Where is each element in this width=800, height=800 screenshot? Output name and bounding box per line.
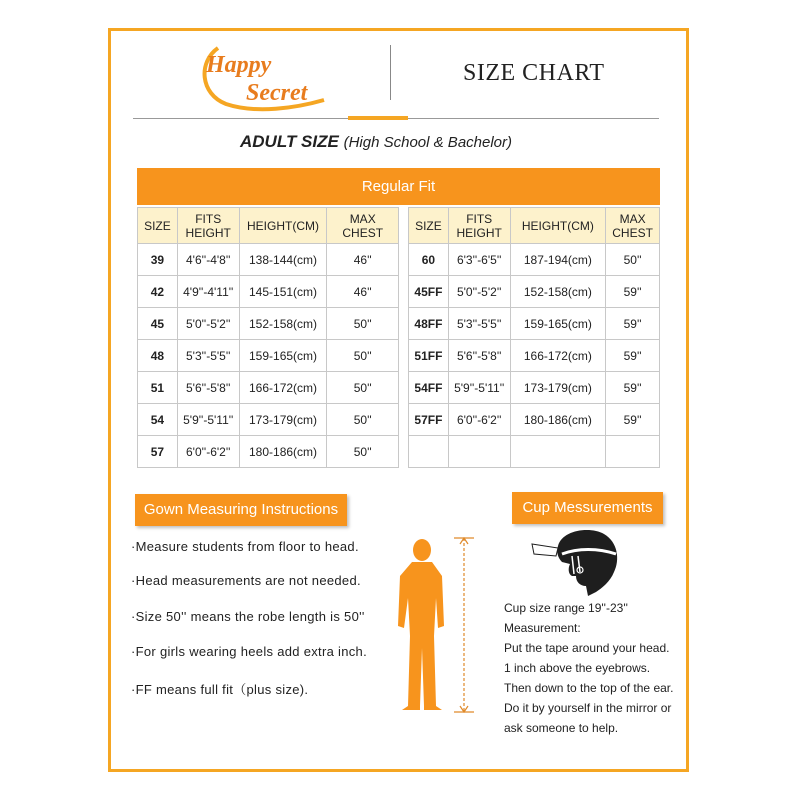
table-cell: 180-186(cm)	[510, 404, 606, 436]
person-silhouette-icon	[392, 536, 482, 716]
regular-fit-banner: Regular Fit	[137, 168, 660, 205]
size-cell: 51	[138, 372, 178, 404]
table-cell	[510, 436, 606, 468]
cup-line: Then down to the top of the ear.	[504, 681, 674, 695]
table-cell	[448, 436, 510, 468]
table-body	[409, 244, 660, 468]
table-cell: 5'9''-5'11''	[448, 372, 510, 404]
table-cell: 5'3''-5'5''	[448, 308, 510, 340]
table-row	[138, 436, 399, 468]
size-cell: 54FF	[409, 372, 449, 404]
table-cell: 6'0''-6'2''	[177, 436, 239, 468]
column-header: MAX CHEST	[606, 208, 660, 244]
table-cell: 50''	[327, 372, 399, 404]
table-cell: 6'3''-6'5''	[448, 244, 510, 276]
table-cell: 50''	[327, 308, 399, 340]
size-cell: 54	[138, 404, 178, 436]
size-cell: 45	[138, 308, 178, 340]
table-cell: 59''	[606, 308, 660, 340]
table-cell: 5'6''-5'8''	[177, 372, 239, 404]
brand-logo	[196, 42, 336, 112]
gown-instruction-item: ·For girls wearing heels add extra inch.	[131, 644, 367, 659]
table-row	[138, 340, 399, 372]
adult-subtitle: (High School & Bachelor)	[343, 134, 513, 151]
size-table-left	[137, 207, 399, 468]
table-cell: 50''	[327, 340, 399, 372]
brand-line1: Happy	[206, 52, 272, 78]
adult-size-heading	[240, 132, 512, 152]
size-cell	[409, 436, 449, 468]
table-cell: 59''	[606, 276, 660, 308]
table-cell: 5'3''-5'5''	[177, 340, 239, 372]
table-cell: 59''	[606, 372, 660, 404]
table-cell: 5'0''-5'2''	[448, 276, 510, 308]
table-cell: 180-186(cm)	[239, 436, 327, 468]
table-cell: 166-172(cm)	[239, 372, 327, 404]
table-cell: 138-144(cm)	[239, 244, 327, 276]
cup-line: Put the tape around your head.	[504, 641, 670, 655]
table-row	[409, 436, 660, 468]
size-cell: 45FF	[409, 276, 449, 308]
column-header: MAX CHEST	[327, 208, 399, 244]
table-cell: 173-179(cm)	[239, 404, 327, 436]
table-row	[138, 244, 399, 276]
table-cell: 173-179(cm)	[510, 372, 606, 404]
table-cell: 4'6''-4'8''	[177, 244, 239, 276]
table-cell: 50''	[606, 244, 660, 276]
header-rule-accent	[348, 116, 408, 120]
table-header-row	[138, 208, 399, 244]
table-row	[409, 340, 660, 372]
cup-line: Cup size range 19''-23''	[504, 601, 628, 615]
gown-instruction-item: ·Size 50'' means the robe length is 50''	[131, 609, 365, 624]
head-measure-icon	[528, 526, 624, 598]
table-cell: 59''	[606, 404, 660, 436]
column-header: HEIGHT(CM)	[239, 208, 327, 244]
table-row	[138, 308, 399, 340]
table-cell: 159-165(cm)	[239, 340, 327, 372]
table-cell: 46''	[327, 276, 399, 308]
table-row	[409, 372, 660, 404]
column-header: SIZE	[409, 208, 449, 244]
table-cell: 166-172(cm)	[510, 340, 606, 372]
cup-line: Do it by yourself in the mirror or	[504, 701, 672, 715]
column-header: FITS HEIGHT	[448, 208, 510, 244]
brand-line2: Secret	[246, 80, 308, 106]
table-row	[409, 308, 660, 340]
table-body	[138, 244, 399, 468]
gown-instruction-item: ·Measure students from floor to head.	[131, 539, 359, 554]
size-cell: 60	[409, 244, 449, 276]
header-divider	[390, 45, 391, 100]
size-cell: 39	[138, 244, 178, 276]
gown-instructions-header: Gown Measuring Instructions	[135, 494, 347, 526]
size-table-right	[408, 207, 660, 468]
cup-line: Measurement:	[504, 621, 581, 635]
table-cell: 59''	[606, 340, 660, 372]
cup-line: ask someone to help.	[504, 721, 619, 735]
table-row	[138, 404, 399, 436]
size-cell: 42	[138, 276, 178, 308]
table-cell: 5'9''-5'11''	[177, 404, 239, 436]
table-cell: 152-158(cm)	[510, 276, 606, 308]
gown-instruction-item: ·FF means full fit（plus size).	[131, 682, 309, 697]
table-cell: 4'9''-4'11''	[177, 276, 239, 308]
size-cell: 57FF	[409, 404, 449, 436]
size-cell: 57	[138, 436, 178, 468]
gown-instruction-item: ·Head measurements are not needed.	[131, 573, 361, 588]
size-cell: 48FF	[409, 308, 449, 340]
column-header: SIZE	[138, 208, 178, 244]
size-cell: 48	[138, 340, 178, 372]
table-cell: 50''	[327, 436, 399, 468]
table-cell: 5'0''-5'2''	[177, 308, 239, 340]
table-cell: 187-194(cm)	[510, 244, 606, 276]
table-row	[409, 404, 660, 436]
page-title: SIZE CHART	[463, 60, 605, 86]
table-row	[138, 372, 399, 404]
adult-title: ADULT SIZE	[240, 132, 339, 151]
table-row	[409, 244, 660, 276]
cup-measurements-header: Cup Messurements	[512, 492, 663, 524]
table-cell: 145-151(cm)	[239, 276, 327, 308]
table-cell: 46''	[327, 244, 399, 276]
table-cell: 6'0''-6'2''	[448, 404, 510, 436]
size-cell: 51FF	[409, 340, 449, 372]
table-cell: 5'6''-5'8''	[448, 340, 510, 372]
cup-line: 1 inch above the eyebrows.	[504, 661, 651, 675]
column-header: FITS HEIGHT	[177, 208, 239, 244]
table-cell	[606, 436, 660, 468]
table-row	[409, 276, 660, 308]
column-header: HEIGHT(CM)	[510, 208, 606, 244]
table-cell: 152-158(cm)	[239, 308, 327, 340]
table-header-row	[409, 208, 660, 244]
table-cell: 50''	[327, 404, 399, 436]
table-cell: 159-165(cm)	[510, 308, 606, 340]
table-row	[138, 276, 399, 308]
